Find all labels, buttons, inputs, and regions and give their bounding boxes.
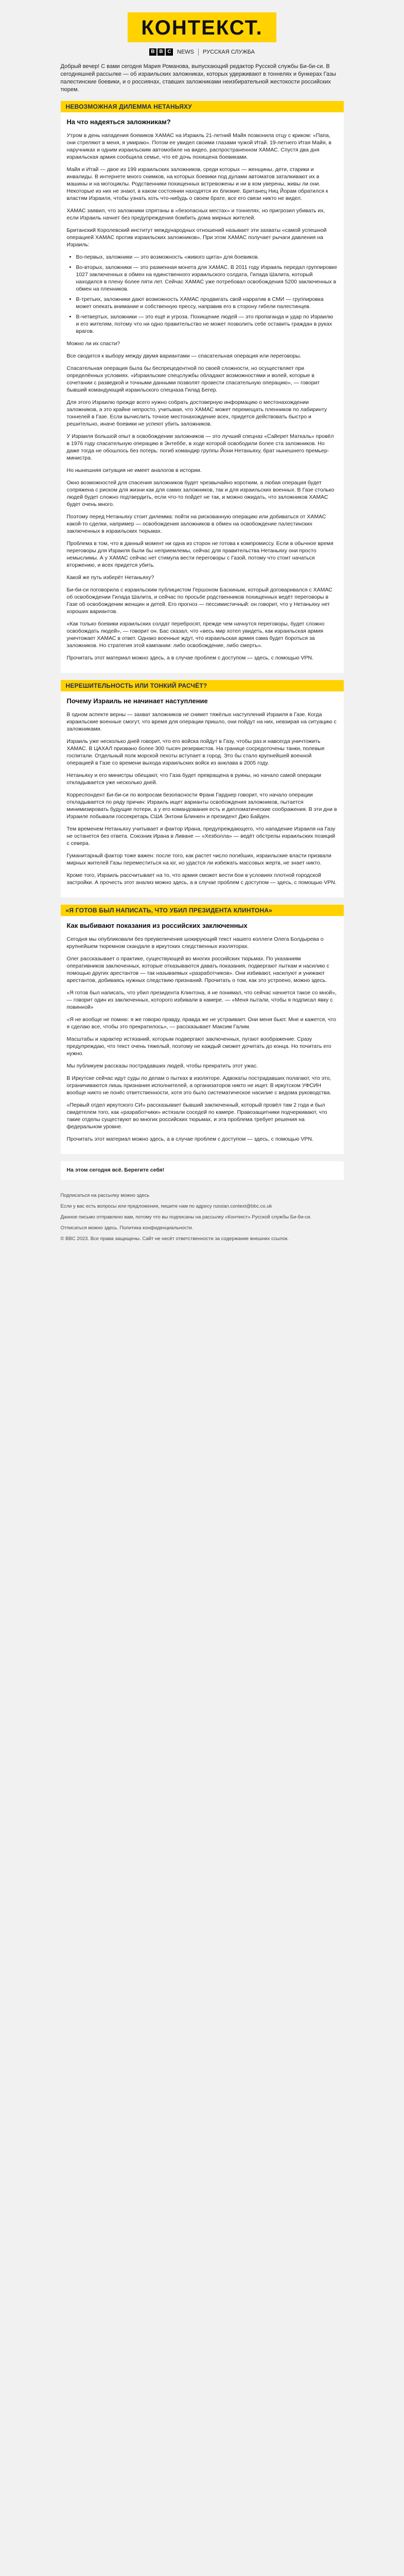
story-paragraph: Утром в день нападения боевиков ХАМАС на Израиль 21-летний Майя позвонила отцу с криком: «Папа, они стреляют в меня, я умираю». Потом ее увидел своими глазами чужой Итай. 19-летнего Итая Майя, в наручниках и одним израильским автомобиле на видео, распространенном ХАМАС. Спустя два дня израильская армия сообщила семье, что её дочь похищена боевиками. [66,132,331,160]
read-more-link[interactable]: Прочитать этот материал можно здесь, а в случае проблем с доступом — здесь, с помощью VPN. [66,655,313,661]
story-paragraph: Сегодня мы опубликовали без преувеличения шокирующий текст нашего коллеги Олега Болдырева о крупнейшем тюремном скандале в иркутских следственных изоляторах. [66,936,324,950]
story-paragraph: Можно ли их спасти? [66,341,120,347]
bbc-letter: C [166,48,173,56]
story-paragraph: «Я не вообще не помню: я же говорю правду, правда же не устраивает. Они меня бьют. Мне и кажется, что я сделаю все, чтобы это прекратилось», — рассказывает Максим Галим. [66,1016,336,1030]
story-card-offensive [61,680,344,897]
story-paragraph: «Как только боевики израильских солдат перебросят, прежде чем начнутся переговоры, будет сложно освобождать людей», — говорит он. Бас сказал, что «весь мир хотел увидеть, как израильская армия уничтожает ХАМАС в ответ. Однако военные ждут, что израильская армия сама будет бороться за заложников. Но стратегия этой кампании: либо освобождение, либо смерть». [66,621,325,649]
bbc-brand-line [61,48,344,56]
story-paragraph: У Израиля большой опыт в освобождении заложников — это лучший спецназ «Сайерет Маткаль» провёл в 1976 году спасательную операцию в Энтеббе, в ходе которой освободили более ста заложников. Но даже тогда не обошлось без потерь: погиб командир группы Йони Нетаньяху, брат нынешнего премьер-министра. [66,433,334,461]
story-paragraph: Нетаньяху и его министры обещают, что Газа будет превращена в руины, но начало самой операции откладывается уже несколько дней. [66,772,322,786]
news-label: NEWS [177,49,194,55]
story-paragraph: Олег рассказывает о практике, существующей во многих российских тюрьмах. По указаниям оперативников заключенных, которые отказываются давать показания, подвергают пыткам и насилию с помощью других арестантов — так называемых «разработчиков». Они избивают, насилуют и унижают арестантов, добиваясь нужных следствию признаний. Прочитать о том, как это устроено, можно здесь. [66,956,329,984]
story-paragraph: «Я готов был написать, что убил президента Клинтона, я не понимал, что сейчас начнется такое со мной», — говорит один из заключенных, которого избивали в камере. — «Меня пытали, чтобы я подписал явку с повинной» [66,990,337,1010]
footer [61,1187,344,1257]
story-card-prisons [61,905,344,1154]
story-title: Как выбивают показания из российских заключенных [66,922,248,929]
read-more-link[interactable]: Прочитать этот материал можно здесь, а в случае проблем с доступом — здесь, с помощью VPN. [66,1136,313,1142]
masthead [61,12,344,56]
footer-text: Данное письмо отправлено вам, потому что вы подписаны на рассылку «Контекст» Русской службы Би-би-си. [60,1214,312,1220]
story-paragraph: Мы публикуем рассказы пострадавших людей, чтобы прекратить этот ужас. [66,1063,258,1069]
story-paragraph: Все сводится к выбору между двумя вариантами — спасательная операция или переговоры. [66,353,302,359]
story-paragraph: Гуманитарный фактор тоже важен: после того, как растет число погибших, израильские власти призвали мирных жителей Газы переместиться на юг, но удастся ли избежать массовых жертв, не знает никто. [66,853,331,866]
story-paragraph: Британский Королевский институт международных отношений называет эти захваты «самой успешной операцией ХАМАС против израильских заложников». При этом ХАМАС получает рычаги давления на Израиль: [66,227,327,248]
story-paragraph: Окно возможностей для спасения заложников будет чрезвычайно коротким, а любая операция будет сопряжена с риском для жизни как для самих заложников, так и для израильских военных. В Газе столько людей будет сложно подтвердить, если что-то пойдет не так, и можно ожидать, что заложников ХАМАС будет очень много. [66,480,335,507]
section-kicker: «Я ГОТОВ БЫЛ НАПИСАТЬ, ЧТО УБИЛ ПРЕЗИДЕНТА КЛИНТОНА» [61,905,344,916]
bbc-logo-icon [149,48,173,56]
story-card-hostages [61,101,344,673]
story-paragraph: Спасательная операция была бы беспрецедентной по своей сложности, но осуществляет при определённых условиях. «Израильские спецслужбы обладают возможностями и волей, которые в сочетании с разведкой и точными данными позволят провести спасательную операцию», — говорит бывший командующий израильского спецназа Гилад Бегер. [66,365,320,393]
story-paragraph: Поэтому перед Нетаньяху стоит дилемма: пойти на рискованную операцию или добиваться от ХАМАС какой-то сделки, например — освобождения заложников в обмен на освобождение палестинских заключенных в израильских тюрьмах. [66,514,326,534]
service-label: РУССКАЯ СЛУЖБА [203,49,255,55]
story-paragraph: Масштабы и характер истязаний, которым подвергают заключенных, пугают воображение. Сразу предупреждаю, что текст очень тяжелый, поэтому не каждый сможет дочитать до конца. Но почитать его нужно. [66,1036,331,1057]
story-paragraph: Майя и Итай — двое из 199 израильских заложников, среди которых — женщины, дети, старики и инвалиды. В интернете много снимков, на которых боевики под дулами автоматов заталкивают их в машины и на мотоциклы. Родственники похищенных встревожены и ни в ком уверены, живы ли они. Некоторые из них не знают, в каком состоянии находятся их близкие. Британец Ниц Йорам обратился к властям Израиля, чтобы узнать хоть что-нибудь о своем брате, все его связи никто не видел. [66,166,328,201]
unsubscribe-link[interactable]: Отписаться можно здесь. Политика конфиденциальности. [60,1225,194,1231]
bbc-letter: B [149,48,156,56]
intro-text: Добрый вечер! С вами сегодня Мария Романова, выпускающий редактор Русской службы Би-би-си. В сегодняшней рассылке — об израильских заложниках, которых удерживают в тоннелях и бункерах Газы палестинские боевики, и о россиянах, ставших заложниками неизбирательной жестокости российских тюрем. [60,63,336,93]
contact-line[interactable]: Если у вас есть вопросы или предложения, пишите нам по адресу russian.context@bbc.co.uk [60,1204,272,1209]
story-title: Почему Израиль не начинает наступление [66,697,208,705]
bbc-letter: B [157,48,165,56]
closing-card [61,1161,344,1180]
story-paragraph: В одном аспекте верны — захват заложников не снимет тяжёлых наступлений Израиля в Газе. Когда израильские военные смогут, что время для операции пришло, они пойдут на них, невзирая на ситуацию с заложниками. [66,711,337,732]
story-paragraph: Для этого Израилю прежде всего нужно собрать достоверную информацию о местонахождении заложников, а это крайне непросто, учитывая, что ХАМАС может перемещать пленников по лабиринту тоннелей в Газе. Если вычислить точное местонахождение всех, придется действовать быстро и решительно, иначе боевики не успеют убить заложников. [66,399,327,427]
story-title: На что надеяться заложникам? [66,118,171,126]
list-item: • В-третьих, заложники дают возможность ХАМАС продвигать свой нарратив в СМИ — группировка может опекать внимание и собственную прессу, направив его в сторону гибели палестинцев. [76,296,338,310]
kontekst-logo: КОНТЕКСТ. [128,12,276,42]
story-paragraph: Тем временем Нетаньяху учитывает и фактор Ирана, предупреждающего, что нападение Израиля на Газу не останется без ответа. Союзник Ирана в Ливане — «Хезболла» — ведёт обстрелы израильских позиций с севера. [66,826,336,846]
story-paragraph: «Первый отдел иркутского СИ» рассказывает бывший заключенный, который провёл там 2 года и был свидетелем того, как «разработчики» истязали соседей по камере. Правозащитники подчеркивают, что такие отделы существуют во многих российских тюрьмах, и эта проблема требует решения на федеральном уровне. [66,1102,327,1130]
list-item: • В-четвертых, заложники — это ещё и угроза. Похищение людей — это пропаганда и удар по Израилю и его жителям, потому что ни одно правительство не может позволить себе оставить граждан в руках врагов. [76,313,338,335]
story-paragraph: Би-би-си поговорила с израильским публицистом Гершоном Баскиным, который договаривался с ХАМАС об освобождении Гилада Шалита, и сейчас по просьбе родственников похищенных ведёт переговоры в Газе об освобождении женщин и детей. Его прогноз — пессимистичный: он говорит, что у Нетаньяху нет хороших вариантов. [66,587,332,615]
section-kicker: НЕРЕШИТЕЛЬНОСТЬ ИЛИ ТОНКИЙ РАСЧЁТ? [61,680,344,691]
section-kicker: НЕВОЗМОЖНАЯ ДИЛЕММА НЕТАНЬЯХУ [61,101,344,112]
closing-line: На этом сегодня всё. Берегите себя! [66,1167,165,1173]
story-paragraph: Корреспондент Би-би-си по вопросам безопасности Франк Гарднер говорит, что начало операции откладывается по ряду причин: Израиль ищет варианты освобождения заложников, пытается минимизировать будущие потери, а у его командования есть и дипломатические соображения. В эти дни в Израиле побывали госсекретарь США Энтони Блинкен и президент Джо Байден. [66,792,337,820]
list-item: • Во-первых, заложники — это возможность «живого щита» для боевиков. [76,253,338,261]
story-paragraph: Проблема в том, что в данный момент ни одна из сторон не готова к компромиссу. Если в обычное время переговоры для Израиля были бы неприемлемы, сейчас для правительства Нетаньяху они просто немыслимы. А у ХАМАС сейчас нет стимула вести переговоры с Газой, потому что стоит начаться вторжению, и всех придется убить. [66,540,333,568]
story-paragraph: В Иркутске сейчас идут суды по делам о пытках в изоляторе. Адвокаты пострадавших полагают, что это, ограничиваются лишь признания исполнителей, а организаторов никто не ищет. В иркутском УФСИН вообще никто не понёс ответственности, хотя это было систематическое насилие с ведома руководства. [66,1075,331,1096]
subscribe-link[interactable]: Подписаться на рассылку можно здесь [60,1193,150,1198]
story-paragraph: Израиль уже несколько дней говорит, что его войска пойдут в Газу, чтобы раз и навсегда уничтожить ХАМАС. В ЦАХАЛ призвано более 300 тысяч резервистов. На границе сосредоточены танки, полевые госпитали. Отдельный полк морской пехоты вступает в город. Это бы стало крупнейшей военной операцией в Газе со времени выхода израильских войск из анклава в 2005 году. [66,738,325,766]
leverage-list [67,253,338,335]
email-container [61,0,344,1257]
story-paragraph: Но нынешняя ситуация не имеет аналогов в истории. [66,467,202,473]
list-item: • Во-вторых, заложники — это разменная монета для ХАМАС. В 2011 году Израиль передал группировке 1027 заключенных в обмен на единственного израильского солдата, Гилада Шалита, который находился в плену более пяти лет. Сейчас ХАМАС уже потребовал освобождения 5200 заключенных в обмен на пленников. [76,264,338,293]
read-more-link[interactable]: Кроме того, Израиль рассчитывает на то, что армия сможет вести бои в условиях плотной городской застройки. А прочесть этот анализ можно здесь, а в случае проблем с доступом — здесь, с помощью VPN. [66,872,337,886]
brand-separator [198,48,199,56]
copyright-text: © BBC 2023. Все права защищены. Сайт не несёт ответственности за содержание внешних ссылок. [60,1236,289,1242]
story-paragraph: ХАМАС заявил, что заложники спрятаны в «безопасных местах» и тоннелях, но пригрозил убивать их, если Израиль начнет без предупреждения бомбить дома мирных жителей. [66,208,325,221]
story-paragraph: Какой же путь изберёт Нетаньяху? [66,574,154,581]
